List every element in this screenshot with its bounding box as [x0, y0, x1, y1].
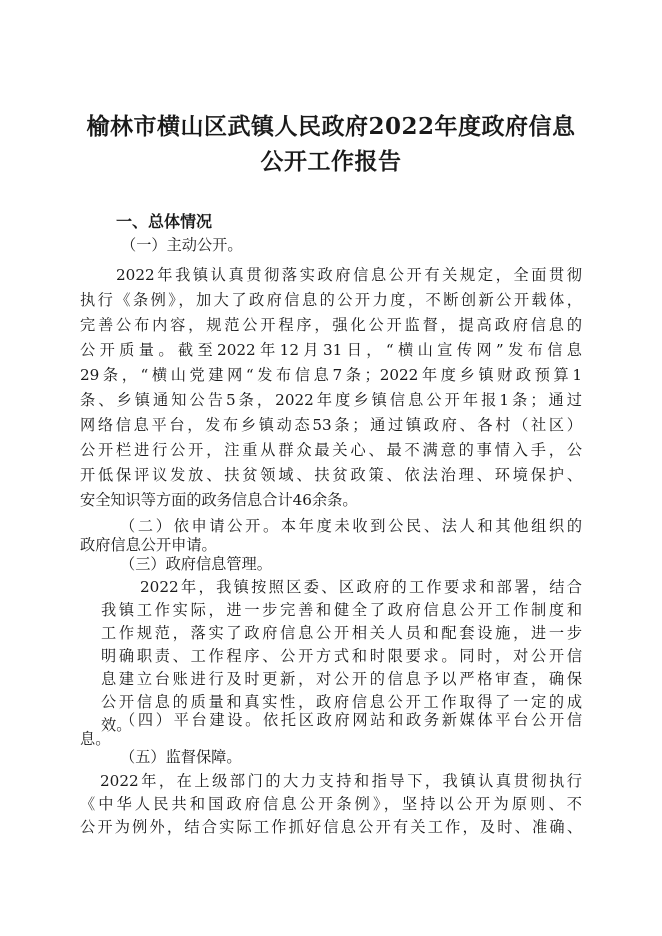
paragraph-line: 政府信息公开申请。 — [80, 536, 217, 554]
paragraph-line: 安全知识等方面的政务信息合计46余条。 — [80, 491, 358, 509]
paragraph-line: 公开质量。截至2022年12月31日，“横山宣传网”发布信息 — [80, 341, 582, 359]
paragraph-line: 2022年，在上级部门的大力支持和指导下，我镇认真贯彻执行 — [100, 772, 582, 790]
paragraph-line: 网络信息平台，发布乡镇动态53条；通过镇政府、各村（社区） — [80, 416, 582, 434]
paragraph-line: 公开栏进行公开，注重从群众最关心、最不满意的事情入手，公 — [80, 441, 582, 459]
subheading-on-request-disclosure: （二）依申请公开。本年度未收到公民、法人和其他组织的 — [120, 517, 582, 535]
report-title-line-2: 公开工作报告 — [260, 148, 402, 175]
report-title-line-1: 榆林市横山区武镇人民政府2022年度政府信息 — [86, 113, 576, 140]
subheading-information-management: （三）政府信息管理。 — [120, 555, 272, 573]
paragraph-line: 2022年我镇认真贯彻落实政府信息公开有关规定，全面贯彻 — [116, 266, 582, 284]
subheading-supervision: （五）监督保障。 — [120, 748, 242, 766]
paragraph-line: 2022年，我镇按照区委、区政府的工作要求和部署，结合 — [140, 578, 582, 596]
paragraph-line: 29条，“横山党建网“发布信息7条；2022年度乡镇财政预算1 — [80, 366, 582, 384]
paragraph-line: 执行《条例》，加大了政府信息的公开力度，不断创新公开载体， — [80, 291, 582, 309]
paragraph-line: 完善公布内容，规范公开程序，强化公开监督，提高政府信息的 — [80, 316, 582, 334]
paragraph-line: 开低保评议发放、扶贫领域、扶贫政策、依法治理、环境保护、 — [80, 466, 582, 484]
paragraph-line: 息。 — [80, 730, 111, 748]
paragraph-line: 息建立台账进行及时更新，对公开的信息予以严格审查，确保 — [101, 670, 582, 688]
paragraph-line: 我镇工作实际，进一步完善和健全了政府信息公开工作制度和 — [101, 601, 582, 619]
paragraph-line: 条、乡镇通知公告5条，2022年度乡镇信息公开年报1条；通过 — [80, 391, 582, 409]
paragraph-line: 《中华人民共和国政府信息公开条例》，坚持以公开为原则、不 — [80, 795, 582, 813]
paragraph-line: 效。 — [101, 716, 132, 734]
paragraph-line: 公开信息的质量和真实性，政府信息公开工作取得了一定的成 — [101, 693, 582, 711]
paragraph-line: 工作规范，落实了政府信息公开相关人员和配套设施，进一步 — [101, 624, 582, 642]
paragraph-line: 公开为例外，结合实际工作抓好信息公开有关工作，及时、准确、 — [80, 818, 582, 836]
subheading-platform-construction: （四）平台建设。依托区政府网站和政务新媒体平台公开信 — [120, 711, 582, 729]
section-heading-overview: 一、总体情况 — [116, 212, 213, 231]
subheading-active-disclosure: （一）主动公开。 — [121, 236, 243, 254]
paragraph-line: 明确职责、工作程序、公开方式和时限要求。同时，对公开信 — [101, 647, 582, 665]
